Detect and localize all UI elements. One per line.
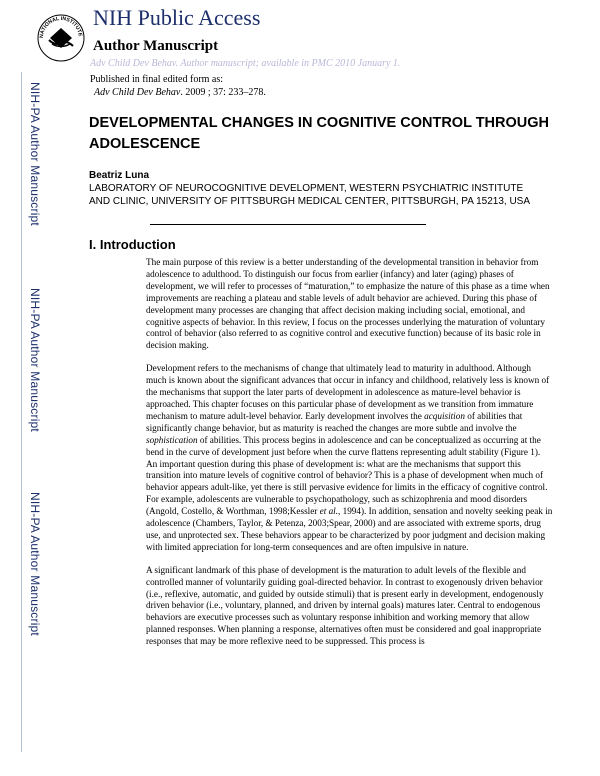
journal-name: Adv Child Dev Behav bbox=[94, 87, 181, 98]
paragraph-2: Development refers to the mechanisms of change that ultimately lead to maturity in adulthood. Although much is known about the significant advances that occur in infancy and childhood, relatively less is known of the mechanisms that support the later parts of development in adolescence as mature-level behavior is approached. This chapter focuses on this particular phase of development as we transition from immature mechanism to mature adult-level behavior. Early development involves the acquisition of abilities that significantly change behavior, but as maturity is reached the changes are more subtle and involve the sophistication of abilities. This process begins in adolescence and can be conceptualized as occurring at the bend in the curve of development just before when the curve flattens representing adult stability (Figure 1). An important question during this phase of development is: what are the mechanisms that support this transition into mature levels of cognitive control of behavior? This is a phase of development when much of behavior appears adult-like, yet there is still pervasive evidence for limits in the efficacy of cognitive control. For example, adolescents are vulnerable to psychopathology, such as schizophrenia and mood disorders (Angold, Costello, & Worthman, 1998;Kessler et al., 1994). In addition, sensation and novelty seeking peak in adolescence (Chambers, Taylor, & Petenza, 2003;Spear, 2000) and are associated with extreme sports, drug use, and unprotected sex. These behaviors appear to be characterized by poor judgment and decision making with limited appreciation for long-term consequences and are often impulsive in nature. bbox=[146, 363, 553, 552]
logo-seal-text: NATIONAL INSTITUTE bbox=[38, 15, 83, 39]
author-affiliation: LABORATORY OF NEUROCOGNITIVE DEVELOPMENT, WESTERN PSYCHIATRIC INSTITUTE AND CLINIC, UNIVERSITY OF PITTSBURGH MEDICAL CENTER, PITTSBURGH, PA 15213, USA bbox=[89, 183, 531, 207]
journal-details: . 2009 ; 37: 233–278. bbox=[180, 87, 266, 98]
faded-citation: Adv Child Dev Behav. Author manuscript; available in PMC 2010 January 1. bbox=[90, 58, 401, 69]
published-label: Published in final edited form as: bbox=[90, 74, 224, 85]
paragraph-3: A significant landmark of this phase of development is the maturation to adult levels of the flexible and controlled manner of voluntarily guiding goal-directed behavior. In contrast to exogenously driven behavior (i.e., reflexive, automatic, and guided by outside stimuli) that is present early in development, endogenously driven behavior (i.e., voluntary, planned, and driven by internal goals) matures later. Central to endogenous behaviors are executive processes such as voluntary response inhibition and working memory that allow planned responses. When planning a response, alternatives often must be considered and goal inappropriate responses that may be more reflexive need to be suppressed. This process is bbox=[146, 564, 544, 647]
section-heading: I. Introduction bbox=[89, 237, 176, 252]
article-body bbox=[146, 257, 553, 659]
nih-public-access-title: NIH Public Access bbox=[93, 5, 261, 30]
article-title: DEVELOPMENTAL CHANGES IN COGNITIVE CONTROL THROUGH ADOLESCENCE bbox=[89, 115, 549, 152]
author-manuscript-label: Author Manuscript bbox=[93, 38, 219, 54]
paragraph-1: The main purpose of this review is a better understanding of the developmental transition in behavior from adolescence to adulthood. To distinguish our focus from earlier (infancy) and later (aging) phases of development, we will refer to processes of “maturation,” to emphasize the nature of this phase as a time when improvements are reaching a plateau and stable levels of adult behavior are achieved. During this phase of development many processes are changing that affect decision making including social, emotional, and cognitive aspects of behavior. In this review, I focus on the processes underlying the maturation of voluntary control of behavior (also referred to as cognitive control and executive function) because of its basic role in decision making. bbox=[146, 257, 550, 351]
side-label-1: NIH-PA Author Manuscript bbox=[28, 82, 42, 226]
side-label-2: NIH-PA Author Manuscript bbox=[28, 288, 42, 432]
published-citation bbox=[90, 86, 266, 99]
author-name: Beatriz Luna bbox=[89, 170, 150, 181]
divider-rule bbox=[150, 224, 426, 225]
nih-seal-logo bbox=[36, 8, 86, 68]
published-info bbox=[90, 73, 266, 99]
side-label-3: NIH-PA Author Manuscript bbox=[28, 492, 42, 636]
